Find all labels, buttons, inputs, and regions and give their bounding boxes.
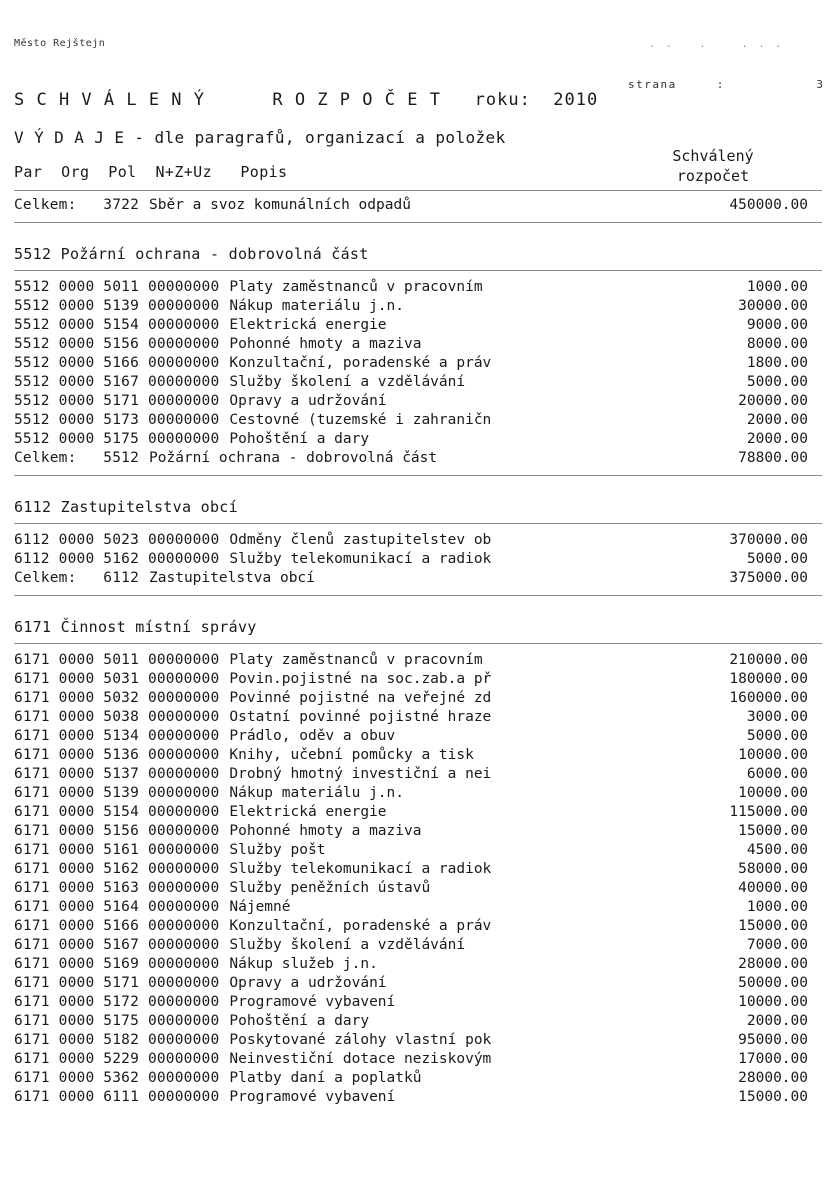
row-amount: 1000.00 [746, 899, 808, 915]
page-label: strana [628, 78, 677, 91]
row-amount: 2000.00 [746, 431, 808, 447]
row-description: Platy zaměstnanců v pracovním [229, 652, 483, 668]
row-codes: 6171 0000 5031 00000000 [14, 671, 220, 687]
row-description: Povinné pojistné na veřejné zd [229, 690, 492, 706]
row-codes: 6171 0000 5137 00000000 [14, 766, 220, 782]
table-row [0, 822, 836, 841]
row-amount: 50000.00 [738, 975, 808, 991]
row-amount: 58000.00 [738, 861, 808, 877]
row-description: Konzultační, poradenské a práv [229, 355, 492, 371]
table-row [0, 297, 836, 316]
row-codes: 5512 0000 5166 00000000 [14, 355, 220, 371]
row-codes: 6171 0000 5362 00000000 [14, 1070, 220, 1086]
row-description: Opravy a udržování [229, 393, 387, 409]
row-amount: 1800.00 [746, 355, 808, 371]
table-row [0, 746, 836, 765]
table-row-total [0, 569, 836, 588]
row-spacer [0, 215, 836, 222]
heading-spacer [0, 263, 836, 270]
row-amount: 180000.00 [729, 671, 808, 687]
row-description: Platy zaměstnanců v pracovním [229, 279, 483, 295]
row-amount: 4500.00 [746, 842, 808, 858]
row-codes: Celkem: 5512 [14, 450, 140, 466]
row-description: Služby telekomunikací a radiok [229, 861, 492, 877]
row-spacer [0, 468, 836, 475]
row-spacer [0, 588, 836, 595]
row-description: Neinvestiční dotace neziskovým [229, 1051, 492, 1067]
row-codes: 6171 0000 5164 00000000 [14, 899, 220, 915]
row-codes: 6171 0000 5166 00000000 [14, 918, 220, 934]
table-row [0, 1069, 836, 1088]
table-row [0, 689, 836, 708]
table-row [0, 917, 836, 936]
page-indicator [628, 78, 828, 91]
table-row [0, 1050, 836, 1069]
column-header-approved-line1: Schválený [672, 147, 754, 165]
row-amount: 115000.00 [729, 804, 808, 820]
table-row [0, 550, 836, 569]
row-codes: 5512 0000 5154 00000000 [14, 317, 220, 333]
row-description: Nákup materiálu j.n. [229, 298, 404, 314]
row-codes: 6171 0000 5134 00000000 [14, 728, 220, 744]
row-description: Služby telekomunikací a radiok [229, 551, 492, 567]
row-amount: 10000.00 [738, 785, 808, 801]
table-row [0, 708, 836, 727]
row-codes: 5512 0000 5167 00000000 [14, 374, 220, 390]
row-amount: 7000.00 [746, 937, 808, 953]
heading-spacer [0, 516, 836, 523]
row-description: Drobný hmotný investiční a nei [229, 766, 492, 782]
row-codes: 6171 0000 5011 00000000 [14, 652, 220, 668]
row-codes: 5512 0000 5156 00000000 [14, 336, 220, 352]
row-codes: 6171 0000 5139 00000000 [14, 785, 220, 801]
row-description: Knihy, učební pomůcky a tisk [229, 747, 474, 763]
table-row [0, 411, 836, 430]
row-description: Elektrická energie [229, 804, 387, 820]
header-divider [14, 190, 822, 191]
row-description: Konzultační, poradenské a práv [229, 918, 492, 934]
row-description: Nákup materiálu j.n. [229, 785, 404, 801]
row-codes: 6171 0000 5136 00000000 [14, 747, 220, 763]
row-amount: 10000.00 [738, 747, 808, 763]
row-codes: 6112 0000 5162 00000000 [14, 551, 220, 567]
row-amount: 5000.00 [746, 374, 808, 390]
scan-artifact: . . . . . . [649, 40, 784, 50]
row-description: Odměny členů zastupitelstev ob [229, 532, 492, 548]
table-row [0, 955, 836, 974]
row-amount: 30000.00 [738, 298, 808, 314]
row-codes: 5512 0000 5175 00000000 [14, 431, 220, 447]
table-row [0, 651, 836, 670]
row-codes: 6171 0000 5163 00000000 [14, 880, 220, 896]
table-row [0, 879, 836, 898]
row-amount: 6000.00 [746, 766, 808, 782]
row-description: Služby školení a vzdělávání [229, 937, 466, 953]
row-amount: 40000.00 [738, 880, 808, 896]
row-codes: 6171 0000 5169 00000000 [14, 956, 220, 972]
row-amount: 2000.00 [746, 412, 808, 428]
row-description: Programové vybavení [229, 1089, 396, 1105]
row-codes: 6171 0000 5171 00000000 [14, 975, 220, 991]
row-amount: 15000.00 [738, 1089, 808, 1105]
page-colon: : [716, 78, 725, 91]
row-description: Cestovné (tuzemské i zahraničn [229, 412, 492, 428]
row-description: Povin.pojistné na soc.zab.a př [229, 671, 492, 687]
rows-top-spacer [0, 644, 836, 651]
document-title: S C H V Á L E N Ý R O Z P O Č E T roku: 2010 [14, 90, 599, 110]
row-description: Pohonné hmoty a maziva [229, 336, 422, 352]
row-codes: 6171 0000 5162 00000000 [14, 861, 220, 877]
table-row [0, 974, 836, 993]
row-codes: 6171 0000 5154 00000000 [14, 804, 220, 820]
heading-spacer [0, 636, 836, 643]
row-description: Požární ochrana - dobrovolná část [149, 450, 438, 466]
row-codes: 6171 0000 5161 00000000 [14, 842, 220, 858]
row-codes: 6171 0000 5038 00000000 [14, 709, 220, 725]
row-description: Pohoštění a dary [229, 1013, 370, 1029]
row-amount: 17000.00 [738, 1051, 808, 1067]
row-amount: 78800.00 [738, 450, 808, 466]
row-amount: 3000.00 [746, 709, 808, 725]
table-row [0, 860, 836, 879]
table-row [0, 278, 836, 297]
table-row [0, 1088, 836, 1107]
table-row [0, 803, 836, 822]
row-amount: 95000.00 [738, 1032, 808, 1048]
table-row [0, 430, 836, 449]
row-description: Ostatní povinné pojistné hraze [229, 709, 492, 725]
section-top-spacer [0, 596, 836, 618]
table-row [0, 727, 836, 746]
row-description: Prádlo, oděv a obuv [229, 728, 396, 744]
row-description: Pohoštění a dary [229, 431, 370, 447]
row-codes: 5512 0000 5139 00000000 [14, 298, 220, 314]
row-codes: 6171 0000 5167 00000000 [14, 937, 220, 953]
row-codes: Celkem: 6112 [14, 570, 140, 586]
row-codes: 6171 0000 5172 00000000 [14, 994, 220, 1010]
row-amount: 15000.00 [738, 823, 808, 839]
table-row [0, 392, 836, 411]
row-codes: 6171 0000 5182 00000000 [14, 1032, 220, 1048]
table-row-total [0, 196, 836, 215]
section-top-spacer [0, 476, 836, 498]
table-row [0, 936, 836, 955]
table-column-headers-right [618, 146, 808, 187]
table-row [0, 841, 836, 860]
table-row [0, 373, 836, 392]
table-row [0, 784, 836, 803]
row-amount: 1000.00 [746, 279, 808, 295]
row-amount: 28000.00 [738, 956, 808, 972]
table-row [0, 335, 836, 354]
table-row [0, 531, 836, 550]
table-row [0, 898, 836, 917]
row-amount: 20000.00 [738, 393, 808, 409]
row-amount: 210000.00 [729, 652, 808, 668]
row-amount: 5000.00 [746, 728, 808, 744]
row-amount: 28000.00 [738, 1070, 808, 1086]
row-amount: 160000.00 [729, 690, 808, 706]
row-codes: 6171 0000 6111 00000000 [14, 1089, 220, 1105]
row-description: Programové vybavení [229, 994, 396, 1010]
row-description: Platby daní a poplatků [229, 1070, 422, 1086]
table-row [0, 670, 836, 689]
row-codes: 6171 0000 5032 00000000 [14, 690, 220, 706]
budget-table [0, 196, 836, 1107]
row-description: Služby pošt [229, 842, 326, 858]
organization-label: Město Rejštejn [14, 38, 106, 49]
row-description: Služby školení a vzdělávání [229, 374, 466, 390]
table-row [0, 1031, 836, 1050]
row-description: Elektrická energie [229, 317, 387, 333]
row-codes: Celkem: 3722 [14, 197, 140, 213]
row-description: Sběr a svoz komunálních odpadů [149, 197, 411, 213]
row-description: Nákup služeb j.n. [229, 956, 378, 972]
row-amount: 2000.00 [746, 1013, 808, 1029]
row-description: Opravy a udržování [229, 975, 387, 991]
row-description: Pohonné hmoty a maziva [229, 823, 422, 839]
rows-top-spacer [0, 271, 836, 278]
row-amount: 8000.00 [746, 336, 808, 352]
table-row [0, 993, 836, 1012]
section-heading: 6112 Zastupitelstva obcí [14, 498, 238, 516]
row-codes: 5512 0000 5173 00000000 [14, 412, 220, 428]
row-description: Zastupitelstva obcí [149, 570, 315, 586]
section-heading: 6171 Činnost místní správy [14, 618, 257, 636]
row-codes: 5512 0000 5011 00000000 [14, 279, 220, 295]
column-header-approved-line2: rozpočet [676, 167, 750, 186]
row-amount: 15000.00 [738, 918, 808, 934]
row-description: Služby peněžních ústavů [229, 880, 431, 896]
table-row [0, 765, 836, 784]
row-amount: 375000.00 [729, 570, 808, 586]
row-amount: 450000.00 [729, 197, 808, 213]
row-codes: 6171 0000 5175 00000000 [14, 1013, 220, 1029]
table-row [0, 1012, 836, 1031]
row-codes: 6171 0000 5229 00000000 [14, 1051, 220, 1067]
row-codes: 6171 0000 5156 00000000 [14, 823, 220, 839]
table-row [0, 316, 836, 335]
section-heading: 5512 Požární ochrana - dobrovolná část [14, 245, 369, 263]
rows-top-spacer [0, 524, 836, 531]
table-column-headers-left: Par Org Pol N+Z+Uz Popis [14, 163, 288, 181]
row-amount: 370000.00 [729, 532, 808, 548]
page-number: 3 [816, 78, 824, 91]
section-top-spacer [0, 223, 836, 245]
row-amount: 9000.00 [746, 317, 808, 333]
row-codes: 6112 0000 5023 00000000 [14, 532, 220, 548]
row-codes: 5512 0000 5171 00000000 [14, 393, 220, 409]
table-row [0, 354, 836, 373]
document-subtitle: V Ý D A J E - dle paragrafů, organizací a položek [14, 128, 506, 147]
row-description: Poskytované zálohy vlastní pok [229, 1032, 492, 1048]
table-row-total [0, 449, 836, 468]
row-description: Nájemné [229, 899, 291, 915]
row-amount: 5000.00 [746, 551, 808, 567]
row-amount: 10000.00 [738, 994, 808, 1010]
